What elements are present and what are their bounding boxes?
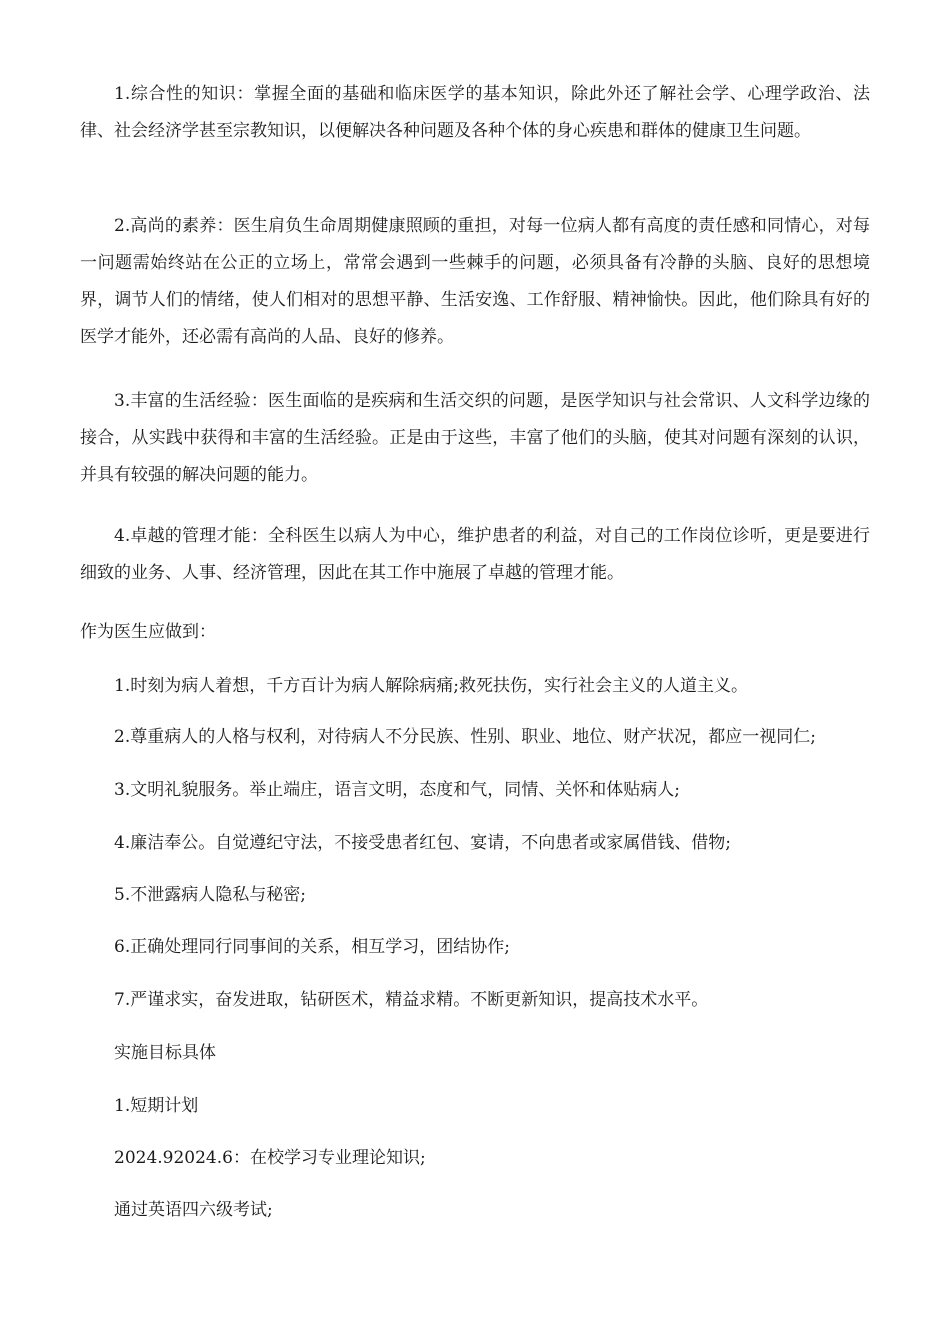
- quality-paragraph-2: 2.高尚的素养：医生肩负生命周期健康照顾的重担，对每一位病人都有高度的责任感和同情心，对每一问题需始终站在公正的立场上，常常会遇到一些棘手的问题，必须具备有冷静的头脑、良好的思想境界，调节人们的情绪，使人们相对的思想平静、生活安逸、工作舒服、精神愉快。因此，他们除具有好的医学才能外，还必需有高尚的人品、良好的修养。: [80, 216, 870, 347]
- goals-heading: 实施目标具体: [114, 1043, 216, 1063]
- duty-item-2: 2.尊重病人的人格与权利，对待病人不分民族、性别、职业、地位、财产状况，都应一视同仁;: [114, 727, 816, 747]
- duty-item-4: 4.廉洁奉公。自觉遵纪守法，不接受患者红包、宴请，不向患者或家属借钱、借物;: [114, 833, 731, 853]
- short-term-item-2: 通过英语四六级考试;: [114, 1200, 273, 1220]
- duty-item-1: 1.时刻为病人着想，千方百计为病人解除病痛;救死扶伤，实行社会主义的人道主义。: [114, 676, 748, 696]
- short-term-heading: 1.短期计划: [114, 1096, 199, 1116]
- quality-paragraph-3: 3.丰富的生活经验：医生面临的是疾病和生活交织的问题，是医学知识与社会常识、人文科学边缘的接合，从实践中获得和丰富的生活经验。正是由于这些，丰富了他们的头脑，使其对问题有深刻的认识，并具有较强的解决问题的能力。: [80, 391, 870, 485]
- duty-item-5: 5.不泄露病人隐私与秘密;: [114, 885, 306, 905]
- quality-paragraph-4: 4.卓越的管理才能：全科医生以病人为中心，维护患者的利益，对自己的工作岗位诊听，更是要进行细致的业务、人事、经济管理，因此在其工作中施展了卓越的管理才能。: [80, 526, 870, 583]
- duty-item-6: 6.正确处理同行同事间的关系，相互学习，团结协作;: [114, 937, 510, 957]
- quality-paragraph-1: 1.综合性的知识：掌握全面的基础和临床医学的基本知识，除此外还了解社会学、心理学政治、法律、社会经济学甚至宗教知识，以便解决各种问题及各种个体的身心疾患和群体的健康卫生问题。: [80, 84, 870, 141]
- duties-heading: 作为医生应做到：: [80, 622, 216, 642]
- duty-item-7: 7.严谨求实，奋发进取，钻研医术，精益求精。不断更新知识，提高技术水平。: [114, 990, 709, 1010]
- short-term-item-1: 2024.92024.6：在校学习专业理论知识;: [114, 1148, 426, 1168]
- duty-item-3: 3.文明礼貌服务。举止端庄，语言文明，态度和气，同情、关怀和体贴病人;: [114, 780, 680, 800]
